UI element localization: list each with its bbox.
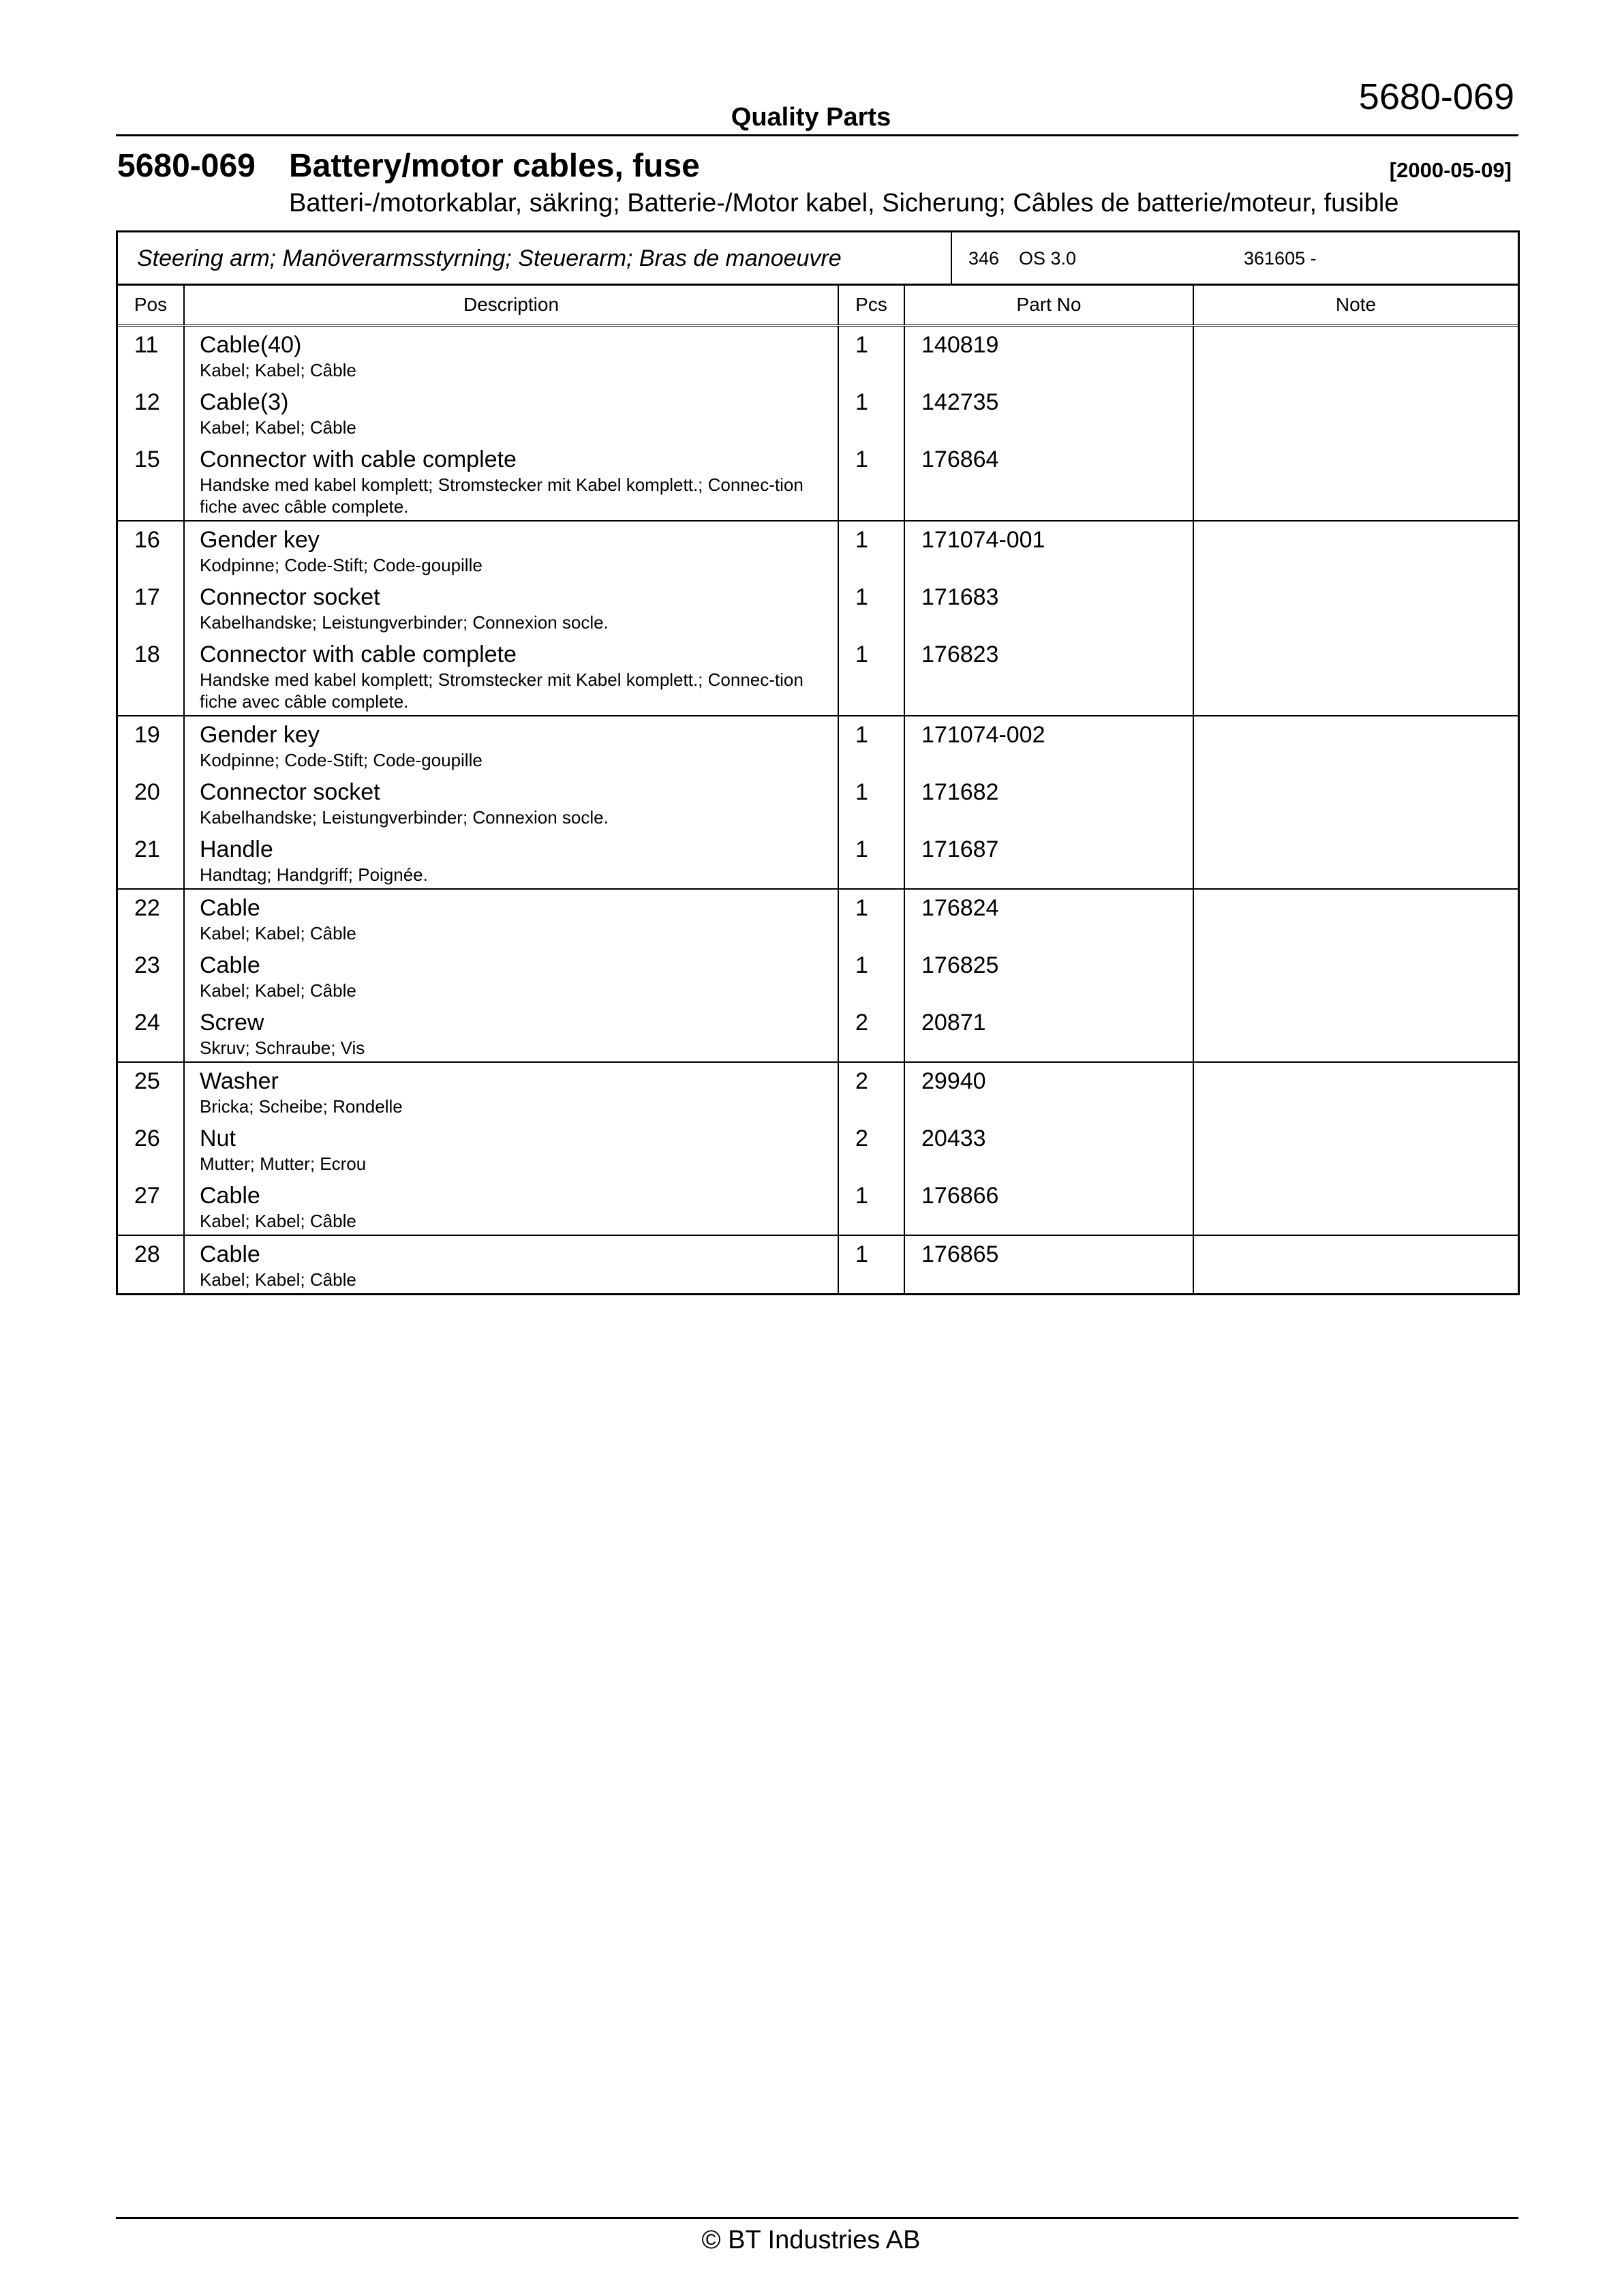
description-main: Gender key <box>200 526 320 553</box>
description-translations: Kabel; Kabel; Câble <box>200 1210 356 1231</box>
description-main: Connector with cable complete <box>200 641 517 667</box>
cell-note <box>1193 1062 1518 1120</box>
cell-pcs: 2 <box>838 1120 904 1177</box>
cell-pos: 17 <box>118 579 184 636</box>
cell-pos: 25 <box>118 1062 184 1120</box>
cell-pcs: 1 <box>838 579 904 636</box>
parts-block <box>116 230 1520 1295</box>
cell-pos: 21 <box>118 831 184 889</box>
description-translations: Kabel; Kabel; Câble <box>200 1269 356 1290</box>
cell-description <box>184 774 838 831</box>
assembly-ref-a: 346 <box>968 248 1000 269</box>
cell-part-no: 140819 <box>904 325 1193 384</box>
header-label: Quality Parts <box>731 103 891 132</box>
description-main: Connector socket <box>200 779 380 805</box>
description-main: Cable(3) <box>200 389 289 415</box>
cell-pcs: 1 <box>838 636 904 716</box>
description-translations: Mutter; Mutter; Ecrou <box>200 1153 367 1174</box>
cell-description <box>184 1062 838 1120</box>
cell-part-no: 142735 <box>904 384 1193 441</box>
cell-pcs: 1 <box>838 716 904 774</box>
header-pcs: Pcs <box>838 286 904 325</box>
table-row <box>118 441 1518 521</box>
table-row <box>118 579 1518 636</box>
table-row <box>118 774 1518 831</box>
cell-part-no: 176823 <box>904 636 1193 716</box>
table-row <box>118 889 1518 947</box>
description-translations: Kabel; Kabel; Câble <box>200 922 356 943</box>
cell-pcs: 2 <box>838 1062 904 1120</box>
description-main: Cable(40) <box>200 331 302 358</box>
cell-pos: 23 <box>118 947 184 1004</box>
description-main: Cable <box>200 952 260 978</box>
assembly-row <box>118 232 1518 286</box>
cell-note <box>1193 831 1518 889</box>
table-row <box>118 1235 1518 1293</box>
cell-description <box>184 1004 838 1062</box>
section-subtitle: Batteri-/motorkablar, säkring; Batterie-/Motor kabel, Sicherung; Câbles de batterie/moteur, fusible <box>289 189 1399 217</box>
page-number: 5680-069 <box>1358 76 1514 117</box>
parts-table-body <box>118 325 1518 1293</box>
description-translations: Handtag; Handgriff; Poignée. <box>200 864 428 885</box>
cell-note <box>1193 384 1518 441</box>
footer-rule <box>116 2217 1518 2219</box>
cell-pcs: 1 <box>838 325 904 384</box>
cell-part-no: 176865 <box>904 1235 1193 1293</box>
cell-note <box>1193 716 1518 774</box>
cell-note <box>1193 1004 1518 1062</box>
cell-description <box>184 384 838 441</box>
cell-description <box>184 325 838 384</box>
description-translations: Handske med kabel komplett; Stromstecker mit Kabel komplett.; Connec-tion fiche avec câble complete. <box>200 669 804 712</box>
cell-pcs: 2 <box>838 1004 904 1062</box>
description-translations: Handske med kabel komplett; Stromstecker mit Kabel komplett.; Connec-tion fiche avec câble complete. <box>200 474 804 517</box>
table-row <box>118 325 1518 384</box>
cell-part-no: 176864 <box>904 441 1193 521</box>
cell-part-no: 20871 <box>904 1004 1193 1062</box>
cell-part-no: 176825 <box>904 947 1193 1004</box>
description-main: Cable <box>200 1182 260 1209</box>
description-translations: Kabel; Kabel; Câble <box>200 980 356 1001</box>
cell-pcs: 1 <box>838 1235 904 1293</box>
description-main: Cable <box>200 894 260 921</box>
cell-part-no: 20433 <box>904 1120 1193 1177</box>
cell-pos: 18 <box>118 636 184 716</box>
cell-description <box>184 831 838 889</box>
cell-description <box>184 521 838 579</box>
cell-description <box>184 1120 838 1177</box>
table-row <box>118 636 1518 716</box>
cell-pos: 15 <box>118 441 184 521</box>
cell-note <box>1193 636 1518 716</box>
assembly-divider <box>951 232 952 284</box>
cell-pos: 11 <box>118 325 184 384</box>
cell-note <box>1193 579 1518 636</box>
parts-table <box>118 286 1518 1293</box>
header-part-no: Part No <box>904 286 1193 325</box>
table-row <box>118 716 1518 774</box>
description-translations: Kabel; Kabel; Câble <box>200 417 356 438</box>
cell-description <box>184 579 838 636</box>
cell-pos: 16 <box>118 521 184 579</box>
cell-pos: 20 <box>118 774 184 831</box>
header-description: Description <box>184 286 838 325</box>
cell-description <box>184 716 838 774</box>
description-main: Nut <box>200 1125 236 1151</box>
section-date: [2000-05-09] <box>1389 158 1512 182</box>
table-row <box>118 947 1518 1004</box>
cell-part-no: 171682 <box>904 774 1193 831</box>
table-row <box>118 831 1518 889</box>
cell-note <box>1193 1177 1518 1235</box>
cell-pos: 22 <box>118 889 184 947</box>
cell-note <box>1193 325 1518 384</box>
cell-description <box>184 636 838 716</box>
footer-copyright: © BT Industries AB <box>701 2226 921 2254</box>
table-header-row <box>118 286 1518 325</box>
cell-part-no: 171687 <box>904 831 1193 889</box>
description-main: Gender key <box>200 721 320 748</box>
cell-part-no: 176866 <box>904 1177 1193 1235</box>
description-main: Handle <box>200 836 273 862</box>
header-note: Note <box>1193 286 1518 325</box>
cell-description <box>184 1235 838 1293</box>
cell-note <box>1193 947 1518 1004</box>
assembly-ref-b: OS 3.0 <box>1019 248 1077 269</box>
cell-description <box>184 441 838 521</box>
cell-pcs: 1 <box>838 441 904 521</box>
cell-pos: 12 <box>118 384 184 441</box>
table-row <box>118 1004 1518 1062</box>
description-translations: Skruv; Schraube; Vis <box>200 1037 365 1058</box>
cell-part-no: 171074-001 <box>904 521 1193 579</box>
description-translations: Kabel; Kabel; Câble <box>200 359 356 380</box>
cell-note <box>1193 889 1518 947</box>
cell-description <box>184 889 838 947</box>
cell-part-no: 171683 <box>904 579 1193 636</box>
cell-part-no: 29940 <box>904 1062 1193 1120</box>
cell-note <box>1193 1235 1518 1293</box>
table-row <box>118 384 1518 441</box>
cell-pcs: 1 <box>838 889 904 947</box>
header-pos: Pos <box>118 286 184 325</box>
cell-pcs: 1 <box>838 384 904 441</box>
cell-pcs: 1 <box>838 774 904 831</box>
cell-description <box>184 1177 838 1235</box>
table-row <box>118 1062 1518 1120</box>
cell-part-no: 171074-002 <box>904 716 1193 774</box>
description-translations: Kabelhandske; Leistungverbinder; Connexion socle. <box>200 806 609 828</box>
table-row <box>118 521 1518 579</box>
description-translations: Kodpinne; Code-Stift; Code-goupille <box>200 749 483 770</box>
description-main: Cable <box>200 1241 260 1267</box>
cell-pos: 24 <box>118 1004 184 1062</box>
description-translations: Kabelhandske; Leistungverbinder; Connexion socle. <box>200 611 609 633</box>
assembly-ref-c: 361605 - <box>1244 248 1317 269</box>
description-main: Washer <box>200 1068 279 1094</box>
description-translations: Bricka; Scheibe; Rondelle <box>200 1096 403 1117</box>
description-main: Connector socket <box>200 584 380 610</box>
cell-pcs: 1 <box>838 521 904 579</box>
cell-pcs: 1 <box>838 1177 904 1235</box>
cell-pcs: 1 <box>838 947 904 1004</box>
assembly-name: Steering arm; Manöverarmsstyrning; Steuerarm; Bras de manoeuvre <box>137 245 842 271</box>
table-row <box>118 1177 1518 1235</box>
cell-note <box>1193 1120 1518 1177</box>
section-code: 5680-069 <box>117 148 256 184</box>
cell-pos: 26 <box>118 1120 184 1177</box>
cell-pcs: 1 <box>838 831 904 889</box>
description-translations: Kodpinne; Code-Stift; Code-goupille <box>200 554 483 575</box>
cell-pos: 27 <box>118 1177 184 1235</box>
description-main: Connector with cable complete <box>200 446 517 472</box>
cell-pos: 19 <box>118 716 184 774</box>
cell-pos: 28 <box>118 1235 184 1293</box>
cell-note <box>1193 441 1518 521</box>
section-title: Battery/motor cables, fuse <box>289 148 700 184</box>
table-row <box>118 1120 1518 1177</box>
cell-part-no: 176824 <box>904 889 1193 947</box>
cell-note <box>1193 521 1518 579</box>
top-rule <box>116 134 1518 136</box>
cell-description <box>184 947 838 1004</box>
cell-note <box>1193 774 1518 831</box>
description-main: Screw <box>200 1009 264 1036</box>
